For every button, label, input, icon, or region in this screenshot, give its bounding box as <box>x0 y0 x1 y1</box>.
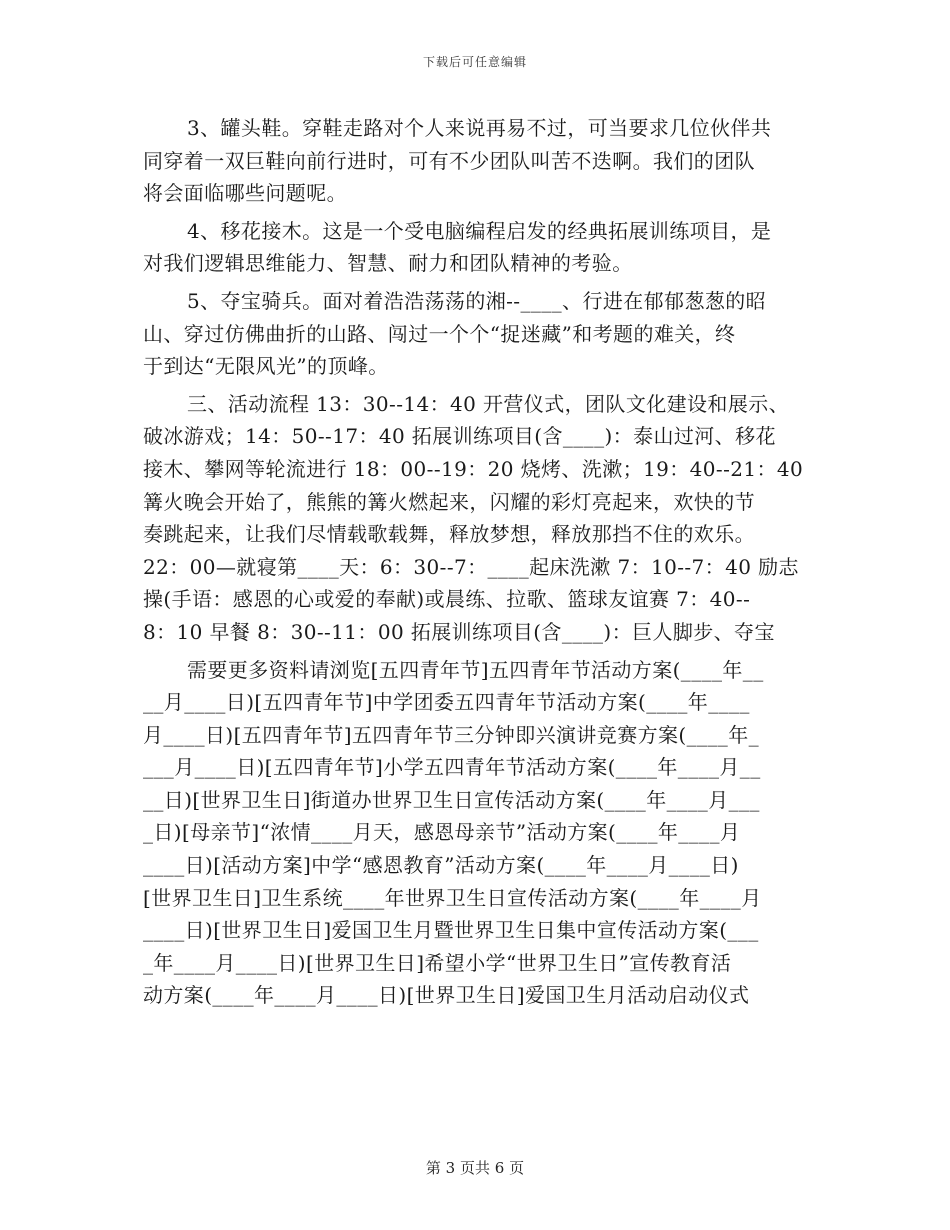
paragraph-item-4 <box>143 215 807 280</box>
text-line: 将会面临哪些问题呢。 <box>143 181 347 206</box>
paragraph-more-resources <box>143 654 807 1013</box>
paragraph-activity-schedule <box>143 388 807 649</box>
text-line: _日)[母亲节]“浓情____月天，感恩母亲节”活动方案(____年____月 <box>143 820 741 845</box>
text-line: 3、罐头鞋。穿鞋走路对个人来说再易不过，可当要求几位伙伴共 <box>187 116 772 140</box>
text-line: 奏跳起来，让我们尽情载歌载舞，释放梦想，释放那挡不住的欢乐。 <box>143 522 755 547</box>
text-line: 4、移花接木。这是一个受电脑编程启发的经典拓展训练项目，是 <box>187 218 772 243</box>
text-line: 于到达“无限风光”的顶峰。 <box>143 354 389 379</box>
paragraph-item-3 <box>143 112 807 210</box>
text-line: 需要更多资料请浏览[五四青年节]五四青年节活动方案(____年__ <box>187 657 764 682</box>
text-line: 接木、攀网等轮流进行 18：00--19：20 烧烤、洗漱；19：40--21：40 <box>143 456 804 481</box>
text-line: 篝火晚会开始了，熊熊的篝火燃起来，闪耀的彩灯亮起来，欢快的节 <box>143 489 755 514</box>
text-line: 山、穿过仿佛曲折的山路、闯过一个个“捉迷藏”和考题的难关，终 <box>143 321 736 346</box>
text-line: 8：10 早餐 8：30--11：00 拓展训练项目(含____)：巨人脚步、夺宝 <box>143 619 775 644</box>
page-number-footer: 第 3 页共 6 页 <box>425 1159 525 1177</box>
document-body <box>143 112 807 1012</box>
text-line: 同穿着一双巨鞋向前行进时，可有不少团队叫苦不迭啊。我们的团队 <box>143 148 755 173</box>
text-line: ____日)[活动方案]中学“感恩教育”活动方案(____年____月____日) <box>143 853 739 878</box>
text-line: 三、活动流程 13：30--14：40 开营仪式，团队文化建设和展示、 <box>187 391 790 416</box>
text-line: _年____月____日)[世界卫生日]希望小学“世界卫生日”宣传教育活 <box>143 950 732 975</box>
text-line: 破冰游戏；14：50--17：40 拓展训练项目(含____)：泰山过河、移花 <box>143 424 776 449</box>
paragraph-item-5 <box>143 285 807 383</box>
text-line: [世界卫生日]卫生系统____年世界卫生日宣传活动方案(____年____月 <box>143 885 762 910</box>
text-line: 动方案(____年____月____日)[世界卫生日]爱国卫生月活动启动仪式 <box>143 983 750 1008</box>
text-line: 5、夺宝骑兵。面对着浩浩荡荡的湘--____、行进在郁郁葱葱的昭 <box>187 288 767 313</box>
page-header: 下载后可任意编辑 <box>422 55 527 69</box>
text-line: 22：00—就寝第____天：6：30--7：____起床洗漱 7：10--7：40 励志 <box>143 554 799 579</box>
text-line: __日)[世界卫生日]街道办世界卫生日宣传活动方案(____年____月___ <box>143 787 760 812</box>
text-line: ____日)[世界卫生日]爱国卫生月暨世界卫生日集中宣传活动方案(___ <box>143 918 759 943</box>
text-line: 月____日)[五四青年节]五四青年节三分钟即兴演讲竞赛方案(____年_ <box>143 722 760 747</box>
text-line: 对我们逻辑思维能力、智慧、耐力和团队精神的考验。 <box>143 251 633 276</box>
text-line: 操(手语：感恩的心或爱的奉献)或晨练、拉歌、篮球友谊赛 7：40-- <box>143 587 751 612</box>
text-line: ___月____日)[五四青年节]小学五四青年节活动方案(____年____月__ <box>143 755 761 780</box>
text-line: __月____日)[五四青年节]中学团委五四青年节活动方案(____年____ <box>143 690 750 715</box>
